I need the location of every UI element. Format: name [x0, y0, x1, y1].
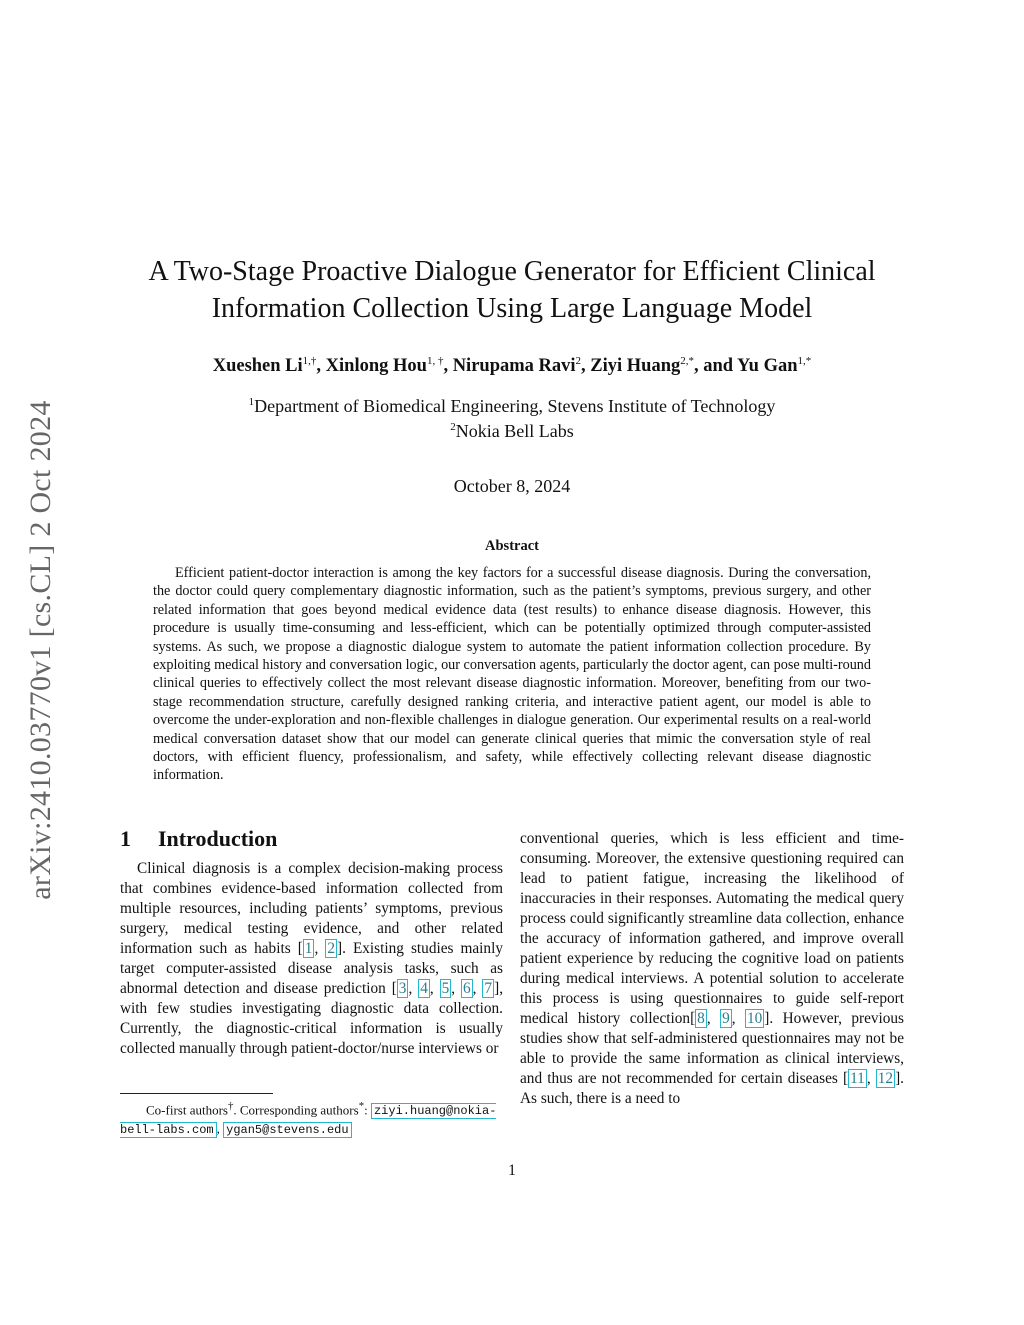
author-marks: 2: [575, 355, 582, 367]
citation-link[interactable]: 9: [722, 1010, 730, 1027]
author-marks: 1, †: [426, 355, 444, 367]
page-number: 1: [508, 1162, 516, 1179]
author-name: Xueshen Li: [212, 356, 303, 377]
footnote-rule: [120, 1093, 273, 1094]
author-name: Yu Gan: [737, 356, 798, 377]
citation-link[interactable]: 10: [746, 1010, 763, 1027]
intro-right-column: conventional queries, which is less efficient and time-consuming. Moreover, the extensive questioning required can lead to patient fatigue, increasing the likelihood of inaccuracies in their responses. Automating the medical query process could significantly streamline data collection, enhance the accuracy of information gathered, and improve overall patient experience by reducing the cognitive load on patients during medical interviews. A potential solution to accelerate this process is using questionnaires to guide self-report medical history collection[ 8 , 9 , 10 ]. However, previous studies show that self-administered questionnaires may not be able to provide the same information as clinical interviews, and thus are not recommended for certain diseases [ 11 , 12 ]. As such, there is a need to: [520, 830, 905, 1107]
citation-link[interactable]: 6: [463, 980, 471, 997]
author-name: Xinlong Hou: [325, 356, 427, 377]
email-link[interactable]: ygan5@stevens.edu: [223, 1122, 351, 1138]
affiliation-2: $^2$Nokia Bell Labs: [450, 421, 574, 441]
citation-link[interactable]: 11: [850, 1070, 865, 1087]
author-list: Xueshen $Li^{1,\dagger}$, Xinlong Hou$^{1, \dagger}$, Nirupama Ravi$^2$, Ziyi Huang$^{2,*}$, and Yu Gan$^{1,*}$: [212, 355, 812, 377]
citation-link[interactable]: 7: [484, 980, 493, 997]
author-marks: 1,†: [302, 355, 317, 367]
citation-link[interactable]: 2: [327, 940, 335, 957]
citation-link[interactable]: 3: [398, 980, 407, 997]
arxiv-identifier[interactable]: arXiv:2410.03770v1 [cs.CL] 2 Oct 2024: [24, 400, 57, 900]
author-name: Nirupama Ravi: [452, 356, 576, 377]
citation-link[interactable]: 5: [441, 980, 450, 997]
title-line-1: A Two-Stage Proactive Dialogue Generator for Efficient Clinical: [148, 256, 876, 287]
author-marks: 1,*: [797, 355, 812, 367]
citation-link[interactable]: 1: [304, 940, 313, 957]
abstract-heading: Abstract: [485, 538, 539, 554]
title-line-2: Information Collection Using Large Language Model: [211, 293, 813, 324]
abstract-text: Efficient patient-doctor interaction is among the key factors for a successful disease diagnosis. During the conversation, the doctor could query complementary diagnostic information, such as the patient’s symptoms, previous surgery, and other related information that goes beyond medical evidence data (test results) to enhance disease diagnosis. However, this procedure is usually time-consuming and less-efficient, which can be potentially optimized through computer-assisted systems. As such, we propose a diagnostic dialogue system to automate the patient information collection procedure. By exploiting medical history and conversation logic, our conversation agents, particularly the doctor agent, can pose multi-round clinical queries to effectively collect the most relevant disease diagnostic information. Moreover, benefiting from our two-stage recommendation structure, carefully designed ranking criteria, and interactive patient agent, our model is able to overcome the under-exploration and non-flexible challenges in dialogue generation. Our experimental results on a real-world medical conversation dataset show that our model can generate clinical queries that mimic the conversation style of real doctors, with efficient fluency, professionalism, and safety, while effectively collecting relevant disease diagnostic information.: [153, 565, 871, 784]
citation-link[interactable]: 8: [697, 1010, 705, 1027]
section-heading: [120, 826, 500, 852]
citation-link[interactable]: 4: [420, 980, 428, 997]
author-name: Ziyi Huang: [590, 356, 681, 377]
author-marks: 2,*: [680, 355, 694, 367]
email-link[interactable]: ziyi.huang@nokia-bell-labs.com: [120, 1104, 497, 1138]
paper-title: [120, 253, 904, 327]
citation-link[interactable]: 12: [877, 1070, 894, 1087]
intro-left-column: Clinical diagnosis is a complex decision-making process that combines evidence-based information collected from multiple resources, including patients’ symptoms, previous surgery, medical testing evidence, and other related information such as habits [ 1 , 2 ]. Existing studies mainly target computer-assisted disease analysis tasks, such as abnormal detection and disease prediction [ 3 , 4 , 5 , 6 , 7 ], with few studies investigating diagnostic data collection. Currently, the diagnostic-critical information is usually collected manually through patient-doctor/nurse interviews or: [120, 860, 504, 1057]
section-title: Introduction: [158, 826, 278, 851]
affiliation-1: $^1$Department of Biomedical Engineering, Stevens Institute of Technology: [248, 396, 776, 416]
paper-date: October 8, 2024: [453, 476, 571, 496]
section-number: 1: [120, 826, 131, 851]
footnote: Co-first authors†. Corresponding authors*: ziyi.huang@nokia-bell-labs.com , ygan5@stevens.edu: [120, 1100, 497, 1138]
